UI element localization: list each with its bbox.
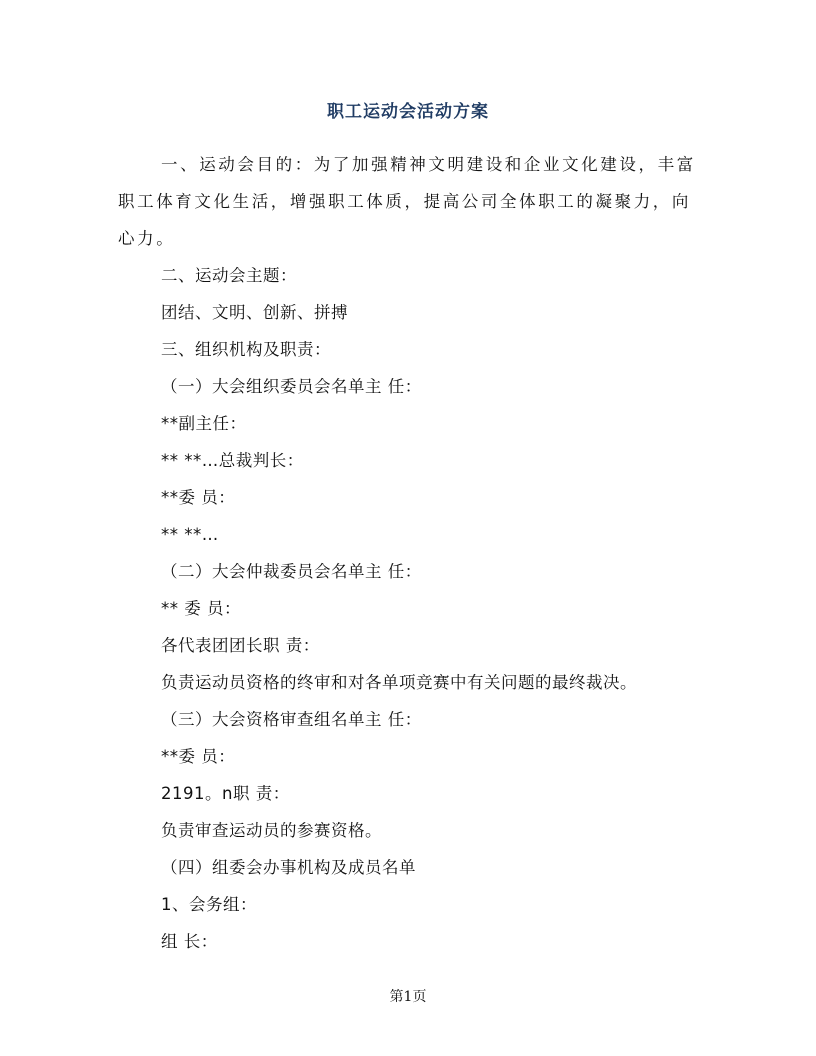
- paragraph-arbitration-duty: 负责运动员资格的终审和对各单项竞赛中有关问题的最终裁决。: [161, 673, 637, 692]
- paragraph-group-leader: 组 长：: [161, 932, 218, 951]
- paragraph-theme-heading: 二、运动会主题：: [161, 266, 297, 285]
- paragraph-qualification-members: **委 员：: [161, 747, 236, 766]
- paragraph-committee-heading: （一）大会组织委员会名单主 任：: [161, 377, 422, 396]
- paragraph-office-heading: （四）组委会办事机构及成员名单: [161, 858, 416, 877]
- paragraph-chief-referee: ** **…总裁判长：: [161, 451, 304, 470]
- paragraph-qualification-duty-label: 2191。n职 责：: [161, 784, 290, 803]
- paragraph-delegation-leaders: 各代表团团长职 责：: [161, 636, 320, 655]
- paragraph-affairs-group: 1、会务组：: [161, 895, 257, 914]
- paragraph-purpose: 一、运动会目的：为了加强精神文明建设和企业文化建设，丰富职工体育文化生活，增强职工体质，提高公司全体职工的凝聚力，向心力。: [118, 155, 696, 248]
- page-number: 第1页: [389, 989, 427, 1005]
- document-title: 职工运动会活动方案: [327, 102, 489, 122]
- paragraph-vice-director: **副主任：: [161, 414, 247, 433]
- paragraph-committee-members: **委 员：: [161, 488, 236, 507]
- document-body: [118, 146, 696, 960]
- paragraph-member-names: ** **…: [161, 525, 219, 544]
- paragraph-qualification-heading: （三）大会资格审查组名单主 任：: [161, 710, 422, 729]
- paragraph-arbitration-heading: （二）大会仲裁委员会名单主 任：: [161, 562, 422, 581]
- paragraph-organization-heading: 三、组织机构及职责：: [161, 340, 331, 359]
- paragraph-qualification-duty: 负责审查运动员的参赛资格。: [161, 821, 382, 840]
- paragraph-arbitration-members: ** 委 员：: [161, 599, 241, 618]
- paragraph-theme: 团结、文明、创新、拼搏: [161, 303, 348, 322]
